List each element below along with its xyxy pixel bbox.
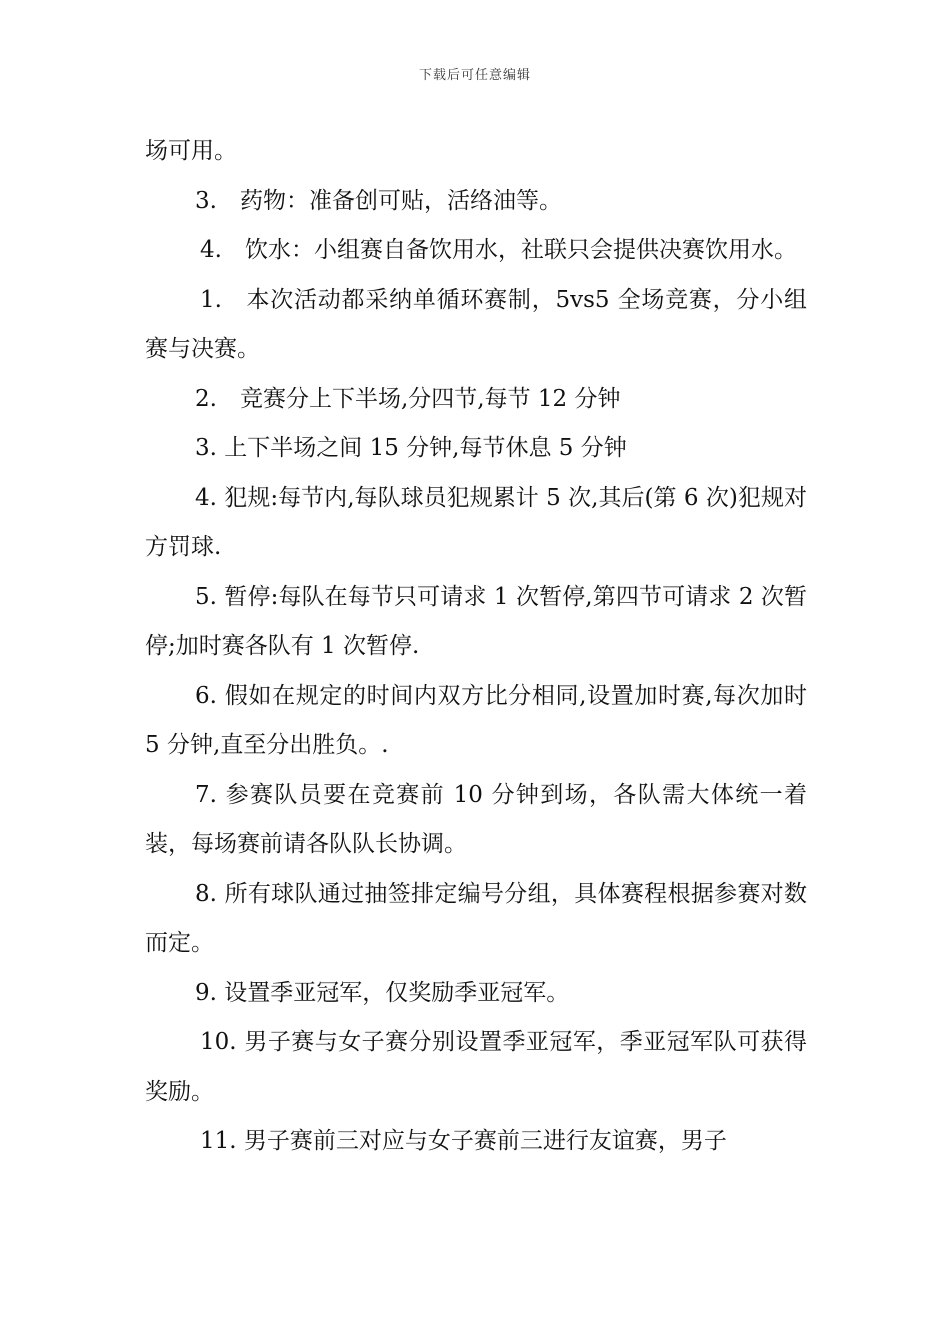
page-header: 下载后可任意编辑 bbox=[418, 68, 531, 83]
paragraph-rule-2: 2. 竞赛分上下半场,分四节,每节 12 分钟 bbox=[195, 385, 621, 412]
paragraph-rule-9: 9. 设置季亚冠军，仅奖励季亚冠军。 bbox=[195, 979, 570, 1006]
paragraph-rule-4: 4. 犯规:每节内,每队球员犯规累计 5 次,其后(第 6 次)犯规对方罚球. bbox=[145, 484, 807, 560]
paragraph-rule-10: 10. 男子赛与女子赛分别设置季亚冠军，季亚冠军队可获得奖励。 bbox=[145, 1029, 807, 1105]
paragraph-rule-5: 5. 暂停:每队在每节只可请求 1 次暂停,第四节可请求 2 次暂停;加时赛各队有 1 次暂停. bbox=[145, 583, 807, 659]
paragraph-rule-3: 3. 上下半场之间 15 分钟,每节休息 5 分钟 bbox=[195, 435, 627, 461]
paragraph-rule-1: 1. 本次活动都采纳单循环赛制，5vs5 全场竞赛，分小组赛与决赛。 bbox=[145, 286, 807, 362]
paragraph-rule-6: 6. 假如在规定的时间内双方比分相同,设置加时赛,每次加时 5 分钟,直至分出胜负。. bbox=[145, 682, 807, 758]
paragraph-rule-11: 11. 男子赛前三对应与女子赛前三进行友谊赛，男子 bbox=[200, 1128, 727, 1154]
paragraph-medicine: 3. 药物：准备创可贴，活络油等。 bbox=[195, 187, 562, 214]
paragraph-rule-7: 7. 参赛队员要在竞赛前 10 分钟到场，各队需大体统一着装，每场赛前请各队队长协调。 bbox=[145, 781, 807, 857]
paragraph-water: 4. 饮水：小组赛自备饮用水，社联只会提供决赛饮用水。 bbox=[200, 237, 797, 263]
document-body bbox=[145, 127, 807, 1167]
paragraph-continuation: 场可用。 bbox=[145, 138, 237, 164]
paragraph-rule-8: 8. 所有球队通过抽签排定编号分组，具体赛程根据参赛对数而定。 bbox=[145, 880, 807, 956]
